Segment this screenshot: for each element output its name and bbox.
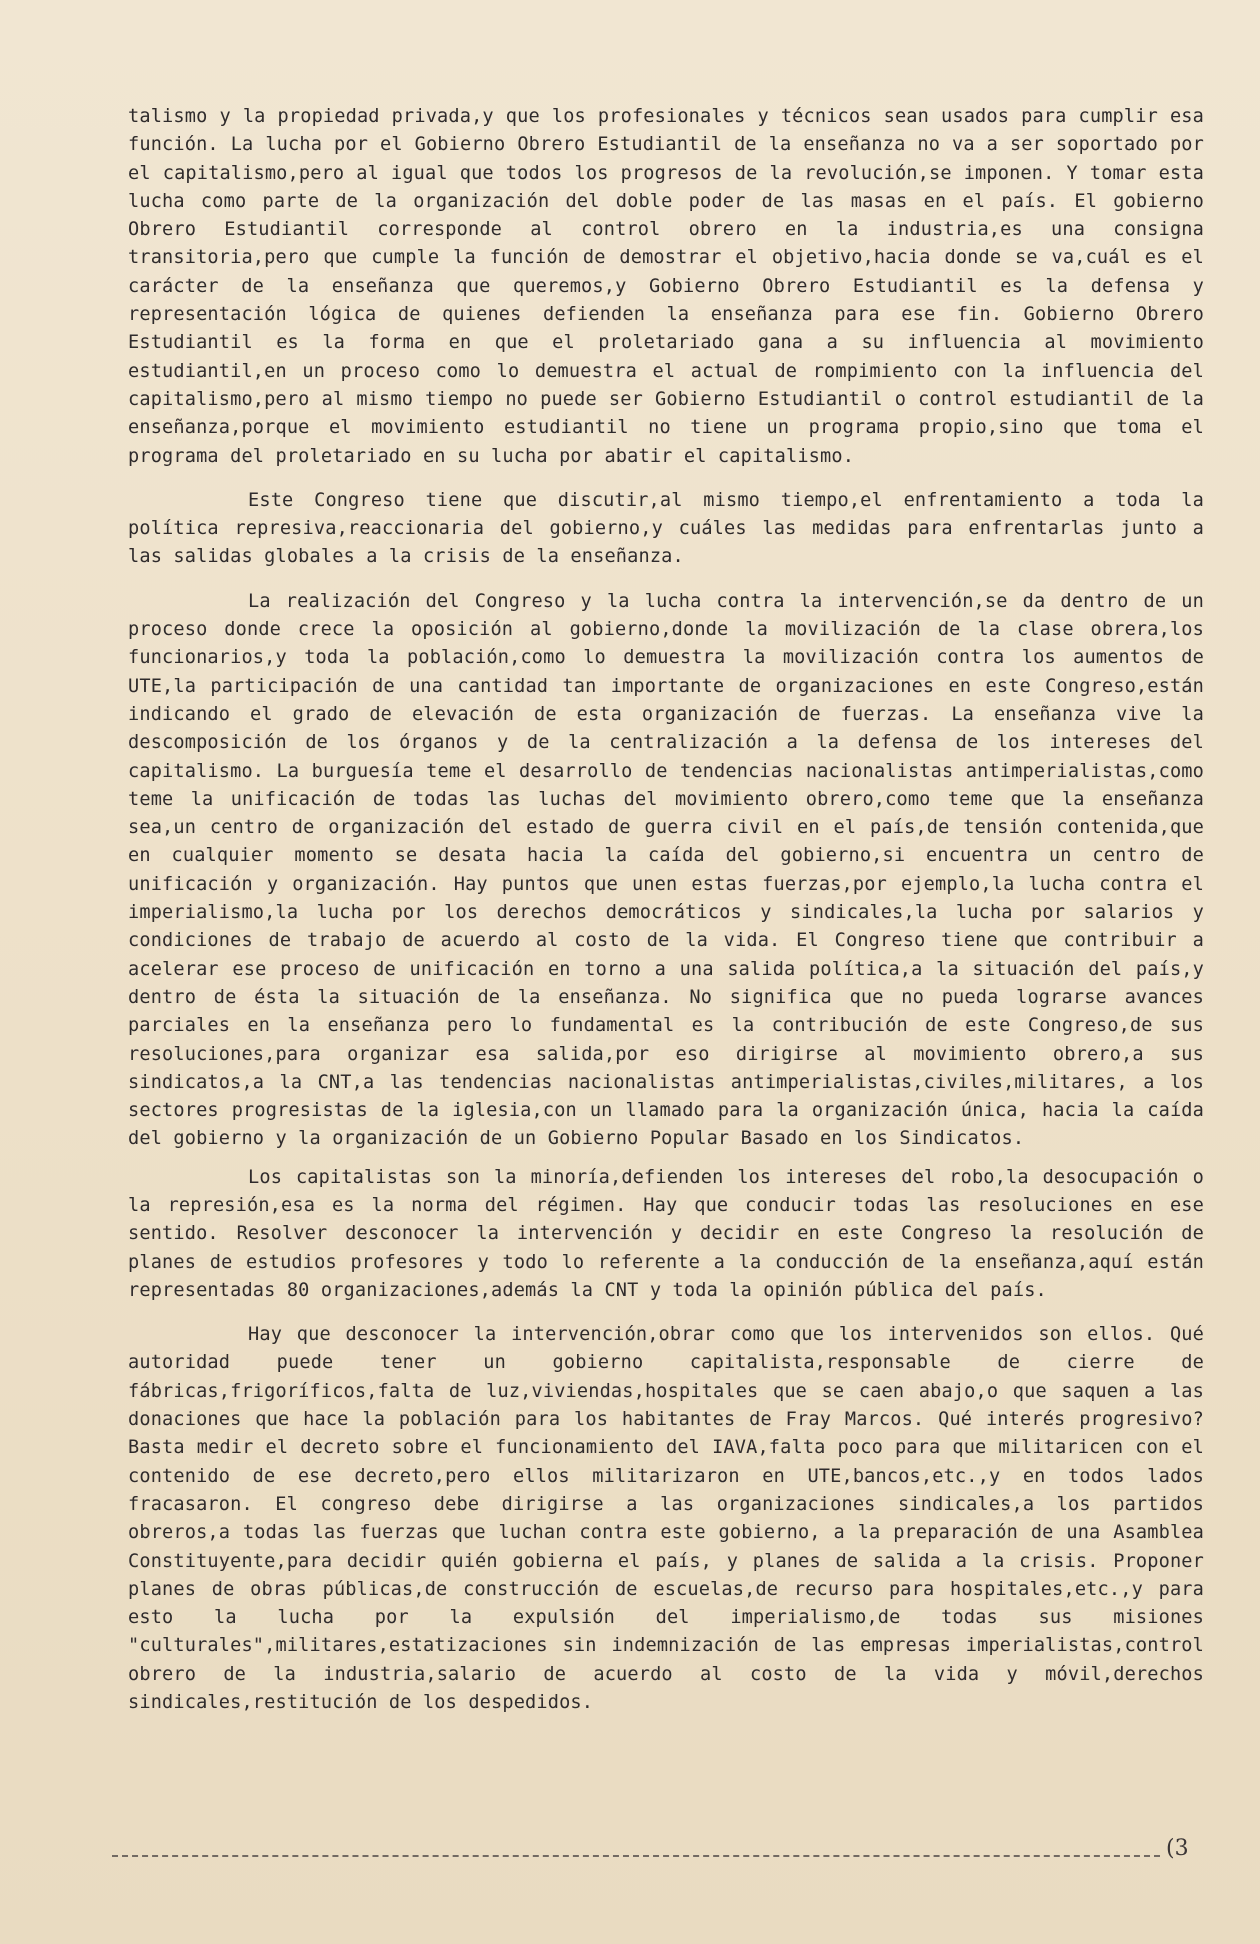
paragraph-congreso-enfrentamiento: Este Congreso tiene que discutir,al mismo tiempo,el enfrentamiento a toda la política represiva,reaccionaria del gobierno,y cuáles las medidas para enfrentarlas junto a las salidas globales a la crisis de la enseñanza. bbox=[128, 489, 1204, 568]
page-body bbox=[128, 103, 1204, 1717]
paragraph-realizacion-congreso: La realización del Congreso y la lucha contra la intervención,se da dentro de un proceso donde crece la oposición al gobierno,donde la movilización de la clase obrera,los funcionarios,y toda la población,como lo demuestra la movilización contra los aumentos de UTE,la participación de una cantidad tan importante de organizaciones en este Congreso,están indicando el grado de elevación de esta organización de fuerzas. La enseñanza vive la descomposición de los órganos y de la centralización a la defensa de los intereses del capitalismo. La burguesía teme el desarrollo de tendencias nacionalistas antimperialistas,como teme la unificación de todas las luchas del movimiento obrero,como teme que la enseñanza sea,un centro de organización del estado de guerra civil en el país,de tensión contenida,que en cualquier momento se desata hacia la caída del gobierno,si encuentra un centro de unificación y organización. Hay puntos que unen estas fuerzas,por ejemplo,la lucha contra el imperialismo,la lucha por los derechos democráticos y sindicales,la lucha por salarios y condiciones de trabajo de acuerdo al costo de la vida. El Congreso tiene que contribuir a acelerar ese proceso de unificación en torno a una salida política,a la situación del país,y dentro de ésta la situación de la enseñanza. No significa que no pueda lograrse avances parciales en la enseñanza pero lo fundamental es la contribución de este Congreso,de sus resoluciones,para organizar esa salida,por eso dirigirse al movimiento obrero,a sus sindicatos,a la CNT,a las tendencias nacionalistas antimperialistas,civiles,militares, a los sectores progresistas de la iglesia,con un llamado para la organización única, hacia la caída del gobierno y la organización de un Gobierno Popular Basado en los Sindicatos. bbox=[128, 590, 1204, 1150]
paragraph-capitalistas-minoria: Los capitalistas son la minoría,defienden los intereses del robo,la desocupación o la represión,esa es la norma del régimen. Hay que conducir todas las resoluciones en ese sentido. Resolver desconocer la intervención y decidir en este Congreso la resolución de planes de estudios profesores y todo lo referente a la conducción de la enseñanza,aquí están representadas 80 organizaciones,además la CNT y toda la opinión pública del país. bbox=[128, 1166, 1204, 1301]
paragraph-gobierno-obrero-estudiantil: talismo y la propiedad privada,y que los profesionales y técnicos sean usados para cumplir esa función. La lucha por el Gobierno Obrero Estudiantil de la enseñanza no va a ser soportado por el capitalismo,pero al igual que todos los progresos de la revolución,se imponen. Y tomar esta lucha como parte de la organización del doble poder de las masas en el país. El gobierno Obrero Estudiantil corresponde al control obrero en la industria,es una consigna transitoria,pero que cumple la función de demostrar el objetivo,hacia donde se va,cuál es el carácter de la enseñanza que queremos,y Gobierno Obrero Estudiantil es la defensa y representación lógica de quienes defienden la enseñanza para ese fin. Gobierno Obrero Estudiantil es la forma en que el proletariado gana a su influencia al movimiento estudiantil,en un proceso como lo demuestra el actual de rompimiento con la influencia del capitalismo,pero al mismo tiempo no puede ser Gobierno Estudiantil o control estudiantil de la enseñanza,porque el movimiento estudiantil no tiene un programa propio,sino que toma el programa del proletariado en su lucha por abatir el capitalismo. bbox=[128, 106, 1204, 467]
paragraph-desconocer-intervencion: Hay que desconocer la intervención,obrar como que los intervenidos son ellos. Qué autoridad puede tener un gobierno capitalista,responsable de cierre de fábricas,frigoríficos,falta de luz,viviendas,hospitales que se caen abajo,o que saquen a las donaciones que hace la población para los habitantes de Fray Marcos. Qué interés progresivo? Basta medir el decreto sobre el funcionamiento del IAVA,falta poco para que militaricen con el contenido de ese decreto,pero ellos militarizaron en UTE,bancos,etc.,y en todos lados fracasaron. El congreso debe dirigirse a las organizaciones sindicales,a los partidos obreros,a todas las fuerzas que luchan contra este gobierno, a la preparación de una Asamblea Constituyente,para decidir quién gobierna el país, y planes de salida a la crisis. Proponer planes de obras públicas,de construcción de escuelas,de recurso para hospitales,etc.,y para esto la lucha por la expulsión del imperialismo,de todas sus misiones "culturales",militares,estatizaciones sin indemnización de las empresas imperialistas,control obrero de la industria,salario de acuerdo al costo de la vida y móvil,derechos sindicales,restitución de los despedidos. bbox=[128, 1324, 1204, 1714]
page-number: (3 bbox=[1166, 1836, 1189, 1861]
footer-divider bbox=[112, 1855, 1160, 1857]
